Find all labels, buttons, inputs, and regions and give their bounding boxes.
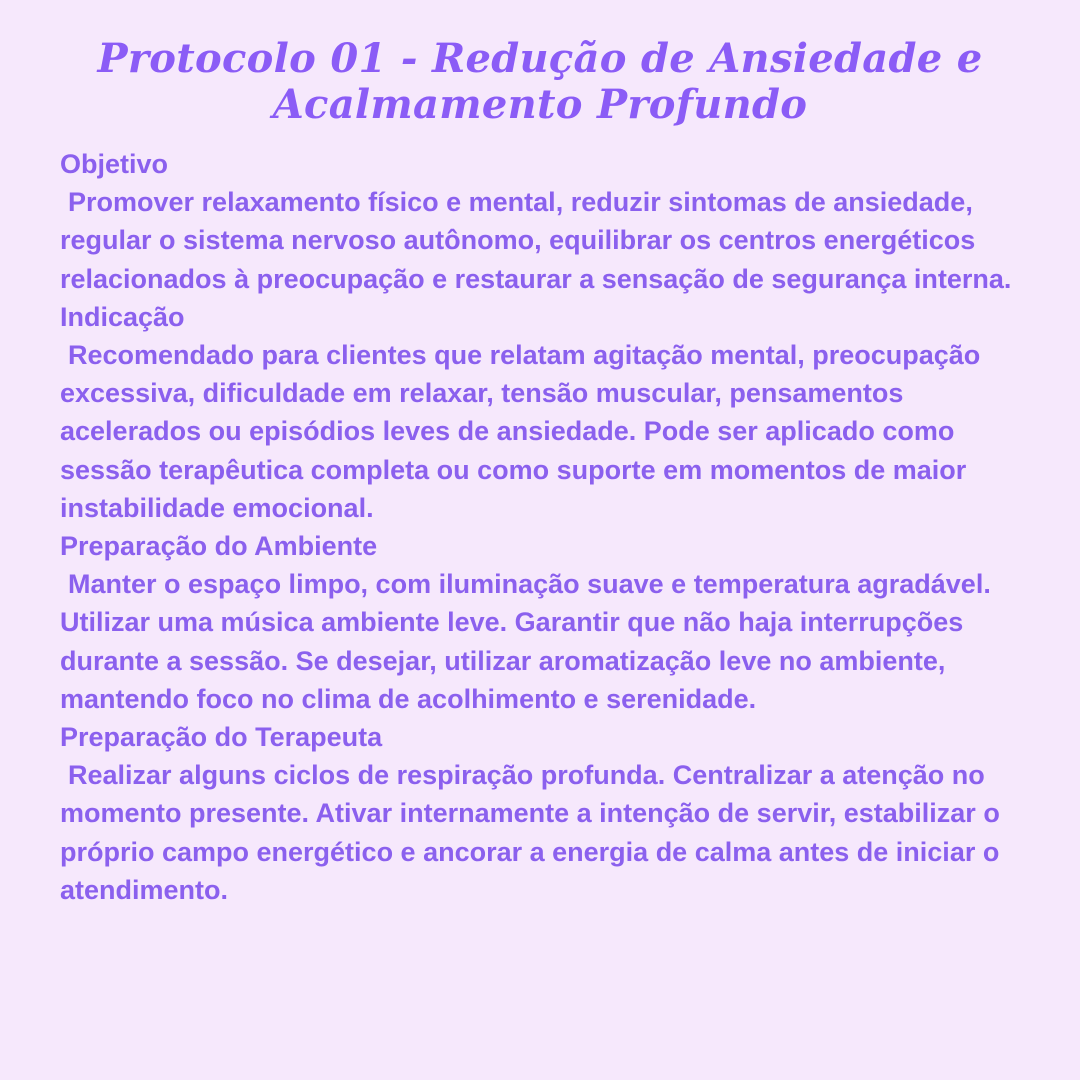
section-body: Manter o espaço limpo, com iluminação suave e temperatura agradável. Utilizar uma música ambiente leve. Garantir que não haja interrupções durante a sessão. Se desejar, utilizar aromatização leve no ambiente, mantendo foco no clima de acolhimento e serenidade. [60, 569, 991, 714]
page-title-line-1: Protocolo 01 - Redução de Ansiedade e [97, 35, 983, 82]
section-body: Recomendado para clientes que relatam agitação mental, preocupação excessiva, dificuldade em relaxar, tensão muscular, pensamentos acelerados ou episódios leves de ansiedade. Pode ser aplicado como sessão terapêutica completa ou como suporte em momentos de maior instabilidade emocional. [60, 340, 981, 523]
section-objetivo [60, 145, 1020, 298]
section-indicacao [60, 298, 1020, 527]
section-heading: Indicação [60, 301, 185, 332]
document-content [60, 145, 1020, 909]
section-body: Realizar alguns ciclos de respiração profunda. Centralizar a atenção no momento presente. Ativar internamente a intenção de servir, estabilizar o próprio campo energético e ancorar a energia de calma antes de iniciar o atendimento. [60, 760, 1000, 905]
section-preparacao-ambiente [60, 527, 1020, 718]
section-heading: Preparação do Terapeuta [60, 722, 383, 753]
section-heading: Objetivo [60, 149, 169, 179]
page-title-line-2: Acalmamento Profundo [272, 81, 808, 128]
section-body: Promover relaxamento físico e mental, reduzir sintomas de ansiedade, regular o sistema nervoso autônomo, equilibrar os centros energéticos relacionados à preocupação e restaurar a sensação de segurança interna. [60, 187, 1012, 294]
section-preparacao-terapeuta [60, 718, 1020, 909]
page-title [60, 36, 1020, 128]
section-heading: Preparação do Ambiente [60, 531, 378, 562]
